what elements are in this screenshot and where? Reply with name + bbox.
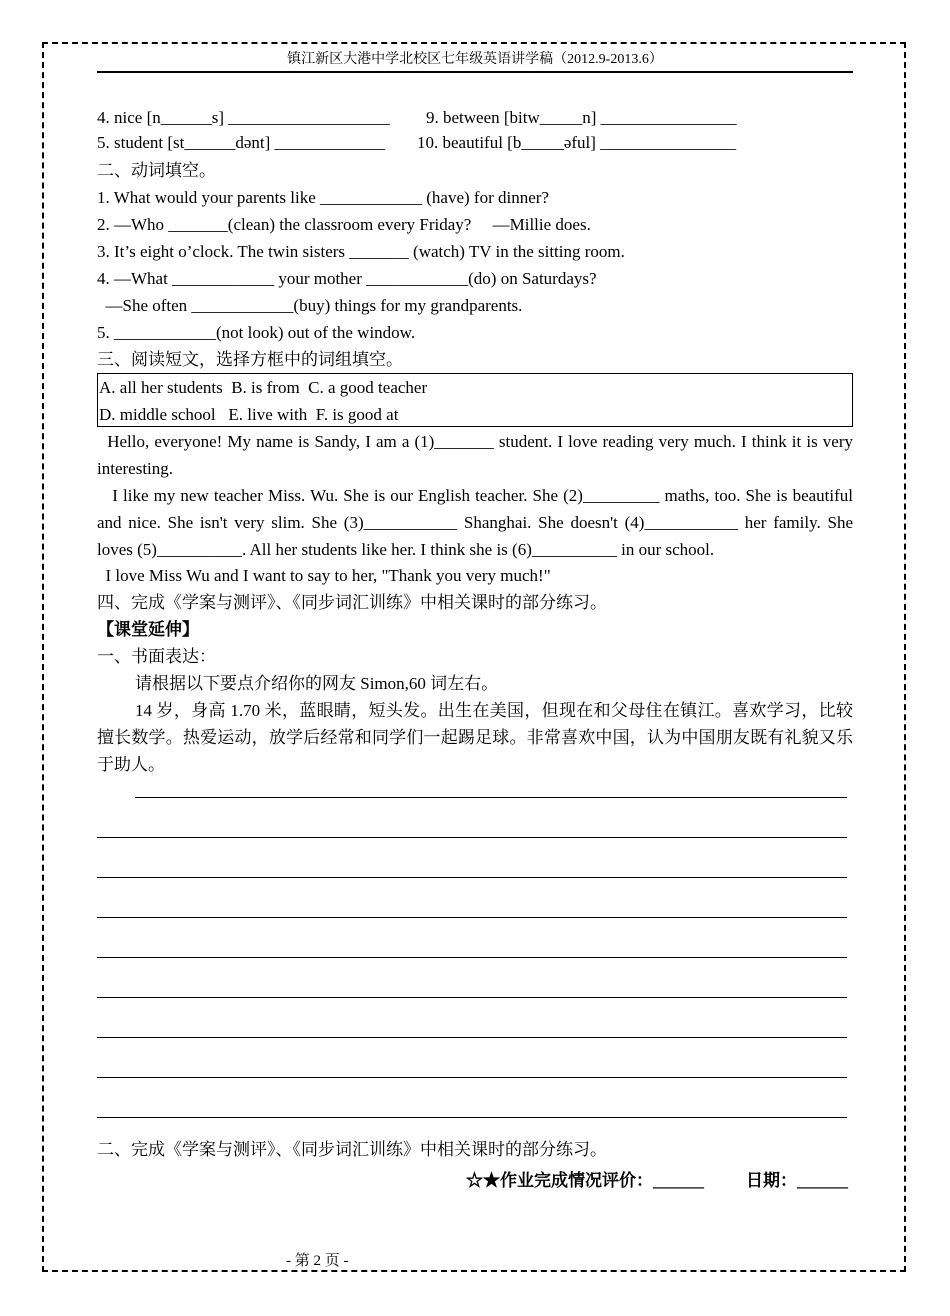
verb-question-4: 4. —What ____________ your mother ____________(do) on Saturdays? xyxy=(97,269,597,288)
writing-line[interactable] xyxy=(97,917,847,918)
vocab-item-4: 4. nice [n______s] ___________________ xyxy=(97,108,390,127)
writing-line[interactable] xyxy=(97,997,847,998)
homework-evaluation: ☆★作业完成情况评价：______ xyxy=(466,1171,704,1190)
writing-line[interactable] xyxy=(97,1077,847,1078)
reading-paragraph-3: I love Miss Wu and I want to say to her, "Thank you very much!" xyxy=(97,566,551,585)
writing-heading: 一、书面表达： xyxy=(97,647,216,666)
vocab-item-5: 5. student [st______dənt] _____________ xyxy=(97,133,386,152)
vocab-item-9: 9. between [bitw_____n] ________________ xyxy=(426,108,737,127)
extension-title: 【课堂延伸】 xyxy=(97,620,199,639)
reading-paragraph-1: Hello, everyone! My name is Sandy, I am a (1)_______ student. I love reading very much. I think it is very interesting. xyxy=(97,432,858,478)
verb-question-1: 1. What would your parents like ____________ (have) for dinner? xyxy=(97,188,549,207)
evaluation-date: 日期：______ xyxy=(746,1171,848,1190)
writing-line[interactable] xyxy=(97,1037,847,1038)
verb-question-5: 5. ____________(not look) out of the window. xyxy=(97,323,416,342)
vocab-item-10: 10. beautiful [b_____əful] ________________ xyxy=(417,133,737,152)
writing-line[interactable] xyxy=(97,837,847,838)
section-heading-part2-bottom: 二、完成《学案与测评》、《同步词汇训练》中相关课时的部分练习。 xyxy=(97,1140,607,1159)
writing-line[interactable] xyxy=(97,877,847,878)
options-row-1: A. all her students B. is from C. a good teacher xyxy=(99,378,428,397)
writing-prompt: 请根据以下要点介绍你的网友 Simon,60 词左右。 xyxy=(135,674,499,693)
verb-question-2: 2. —Who _______(clean) the classroom every Friday? —Millie does. xyxy=(97,215,591,234)
verb-question-4-answer: —She often ____________(buy) things for my grandparents. xyxy=(97,296,523,315)
writing-points: 14 岁，身高 1.70 米，蓝眼睛，短头发。出生在美国，但现在和父母住在镇江。喜欢学习，比较擅长数学。热爱运动，放学后经常和同学们一起踢足球。非常喜欢中国，认为中国朋友既有礼貌又乐于助人。 xyxy=(97,701,853,774)
page-number: - 第 2 页 - xyxy=(286,1253,349,1269)
options-row-2: D. middle school E. live with F. is good at xyxy=(99,405,399,424)
options-box xyxy=(97,373,853,427)
section-heading-verbs: 二、动词填空。 xyxy=(97,161,216,180)
reading-paragraph-2: I like my new teacher Miss. Wu. She is our English teacher. She (2)_________ maths, too. She is beautiful and nice. She isn't very slim. She (3)___________ Shanghai. She doesn't (4)___________ her family. She loves (5)__________. All her students like her. I think she is (6)__________ in our school. xyxy=(97,486,858,559)
section-heading-part4: 四、完成《学案与测评》、《同步词汇训练》中相关课时的部分练习。 xyxy=(97,593,607,612)
page-header: 镇江新区大港中学北校区七年级英语讲学稿（2012.9-2013.6） xyxy=(97,48,853,73)
verb-question-3: 3. It’s eight o’clock. The twin sisters _______ (watch) TV in the sitting room. xyxy=(97,242,625,261)
section-heading-reading: 三、阅读短文，选择方框中的词组填空。 xyxy=(97,350,403,369)
writing-line[interactable] xyxy=(135,797,847,798)
writing-line[interactable] xyxy=(97,957,847,958)
writing-line[interactable] xyxy=(97,1117,847,1118)
